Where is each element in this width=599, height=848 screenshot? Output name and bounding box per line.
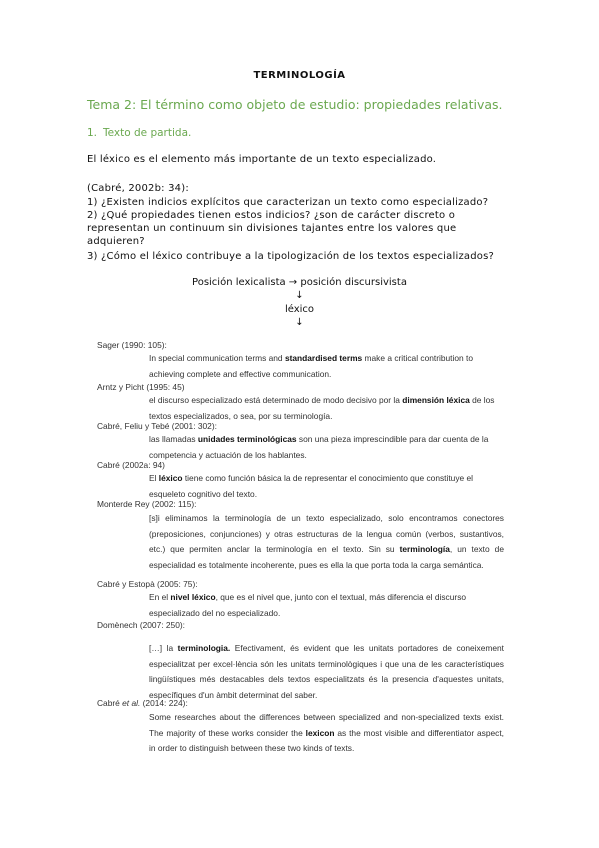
down-arrow-icon: ↓ (295, 290, 304, 301)
section-label: Texto de partida. (103, 127, 192, 139)
quote-author: Cabré et al. (2014: 224): (97, 698, 188, 708)
quote-author: Monterde Rey (2002: 115): (97, 499, 197, 509)
down-arrow-icon: ↓ (295, 317, 304, 328)
section-number: 1. (87, 127, 98, 139)
quote-text: En el nivel léxico, que es el nivel que, junto con el textual, más diferencia el discurso especializado del no especializado. (149, 592, 467, 618)
question-2: 2) ¿Qué propiedades tienen estos indicios? ¿son de carácter discreto o representan un continuum sin divisiones tajantes entre los valores que adquieren? (87, 210, 457, 247)
section-heading (87, 127, 191, 139)
flow-lexico: léxico (284, 304, 315, 315)
citation: (Cabré, 2002b: 34): (87, 183, 189, 194)
question-1: 1) ¿Existen indicios explícitos que caracterizan un texto como especializado? (87, 197, 489, 208)
quote-text: el discurso especializado está determinado de modo decisivo por la dimensión léxica de los textos especializados, o sea, por su terminología. (149, 395, 495, 421)
quote-text: […] la terminologia. Efectivament, és evident que les unitats portadores de coneixement especialitzat per excel·lència són les unitats terminològiques i que una de les característiques lingüístiques més destacables dels textos especialitzats és la presencia d'aquestes unitats, específiques d'un àmbit determinat del saber. (149, 643, 504, 700)
quote-text: In special communication terms and standardised terms make a critical contribution to achieving complete and effective communication. (149, 353, 473, 379)
lead-sentence: El léxico es el elemento más importante de un texto especializado. (87, 154, 437, 165)
quote-author: Arntz y Picht (1995: 45) (97, 382, 185, 392)
quote-text: las llamadas unidades terminológicas son una pieza imprescindible para dar cuenta de la competencia y actuación de los hablantes. (149, 434, 489, 460)
quote-author: Cabré (2002a: 94) (97, 460, 165, 470)
quote-author: Cabré, Feliu y Tebé (2001: 302): (97, 421, 217, 431)
quote-author: Cabré y Estopà (2005: 75): (97, 579, 198, 589)
quote-author: Domènech (2007: 250): (97, 620, 185, 630)
quote-author: Sager (1990: 105): (97, 340, 167, 350)
flow-positions: Posición lexicalista → posición discursivista (192, 277, 407, 288)
quote-text: Some researches about the differences between specialized and non-specialized texts exist. The majority of these works consider the lexicon as the most visible and differentiator aspect, in order to distinguish between these two kinds of texts. (149, 712, 504, 753)
question-3: 3) ¿Cómo el léxico contribuye a la tipologización de los textos especializados? (87, 251, 495, 262)
quote-text: El léxico tiene como función básica la de representar el conocimiento que constituye el esqueleto cognitivo del texto. (149, 473, 474, 499)
quote-text: [s]i eliminamos la terminología de un texto especializado, solo encontramos conectores (preposiciones, conjunciones) y otras estructuras de la lengua común (verbos, sustantivos, etc.) que permiten anclar la terminología en el texto. Sin su terminología, un texto de especialidad es totalmente incoherente, pues es ella la que porta toda la carga semántica. (149, 513, 504, 570)
tema-heading: Tema 2: El término como objeto de estudio: propiedades relativas. (87, 97, 503, 112)
document-title: TERMINOLOGÍA (253, 70, 346, 81)
